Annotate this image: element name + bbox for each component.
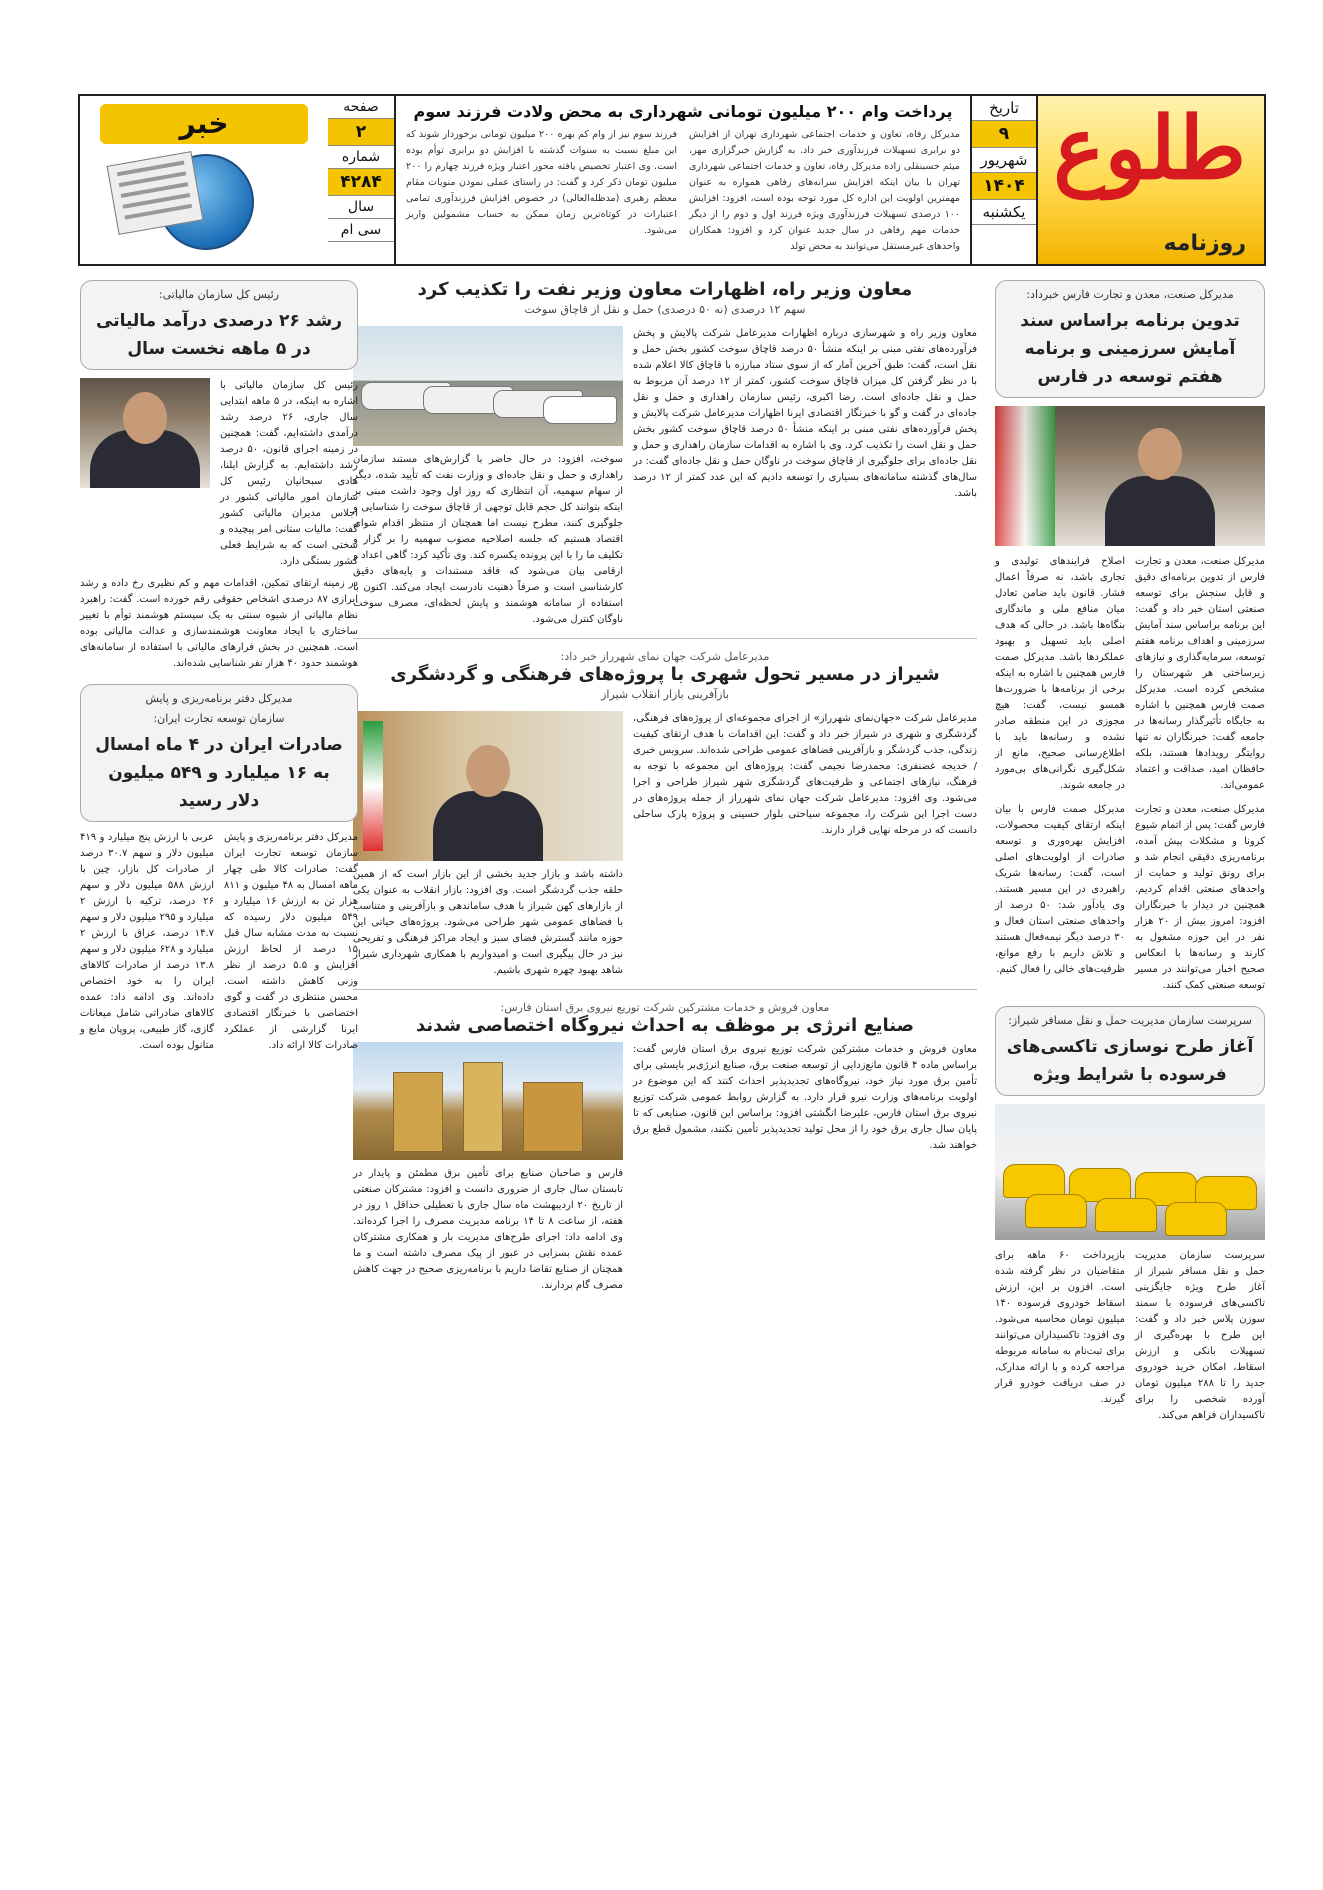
top-article-col2: فرزند سوم نیز از وام کم بهره ۲۰۰ میلیون تومانی برخوردار شوند که این مبلغ نسبت به سنوات گذشته با افزایش دو برابری توأم بوده است. وی اعتبار تخصیص یافته محور اعتبار ویژه فرزند چهارم را ۲۰۰ میلیون تومان ذکر کرد و گفت: در راستای عملی نمودن منویات مقام معظم رهبری (مدظله‌العالی) در خصوص افزایش فرزندآوری تمامی اعتبارات در کوتاه‌ترین زمان ممکن به حساب مشمولین واریز می‌شود. — [406, 129, 677, 236]
power-plant-photo — [353, 1042, 623, 1160]
page-info-box — [326, 96, 396, 264]
official-photo — [995, 406, 1265, 546]
page-number: ۲ — [328, 119, 394, 146]
newspaper-icon — [107, 151, 204, 235]
article-body: داشته باشد و بازار جدید بخشی از این بازار است که از همین حلقه جذب گردشگر است. وی افزود: بازار انقلاب به عنوان یکی از بازارهای کهن شیراز با هدف ساماندهی و بازآفرینی و متناسب با فضاهای عمومی شهر طراحی می‌شود. پروژه‌های حیاتی این حوزه مانند گسترش فضای سبز و ایجاد مراکز فرهنگی و تفریحی نیز در حال پیگیری است و امیدواریم با همکاری شهرداری شیراز شاهد بهبود چهره شهری باشیم. — [353, 869, 623, 976]
volume-number: سی ام — [328, 219, 394, 242]
article-body: فارس و صاحبان صنایع برای تأمین برق مطمئن و پایدار در تابستان سال جاری از ضروری دانست و افزود: مشترکان صنعتی از تاریخ ۲۰ اردیبهشت ماه سال جاری با تعطیلی حداقل ۱ روز در هفته، از ساعت ۸ تا ۱۴ برنامه مدیریت مصرف را اجرا کرده‌اند. وی ادامه داد: اجرای طرح‌های مدیریت بار و همکاری مشترکان عمده نقش بسزایی در عبور از پیک مصرف داشته است و ما همچنان از صنایع تقاضا داریم با برنامه‌ریزی صحیح در جهت کاهش مصرف گام بردارند. — [353, 1168, 624, 1291]
article-kicker: سرپرست سازمان مدیریت حمل و نقل مسافر شیراز: — [1008, 1014, 1252, 1027]
article-kicker: سازمان توسعه تجارت ایران: — [153, 712, 285, 725]
logo-subtitle: روزنامه — [1163, 231, 1246, 256]
article-header — [995, 1006, 1265, 1096]
article-kicker: مدیرعامل شرکت جهان نمای شهرراز خبر داد: — [560, 650, 770, 663]
article-body: مدیرعامل شرکت «جهان‌نمای شهرراز» از اجرای مجموعه‌ای از پروژه‌های فرهنگی، گردشگری و شهری در شیراز خبر داد و گفت: این اقدامات با هدف ارتقای کیفیت زندگی، جذب گردشگر و بازآفرینی فضاهای عمومی طراحی شده‌اند. سرویس خبری / خدیجه غضنفری: محمدرضا نجیمی گفت: پروژه‌های این مجموعه با توجه به فرهنگ، نیازهای اجتماعی و ظرفیت‌های گردشگری شهر شیراز طراحی و اجرا می‌شود. وی افزود: مدیرعامل شرکت جهان نمای شهرراز از جمله پروژه‌های در دست اجرا این شرکت را، مجموعه سیاحتی بلوار حسینی و پروژه پارک ساحلی دانست که در مرحله نهایی قرار دارند. — [633, 713, 977, 836]
article-kicker: معاون فروش و خدمات مشترکین شرکت توزیع نیروی برق استان فارس: — [500, 1001, 830, 1014]
right-column — [995, 280, 1265, 1424]
issue-label: شماره — [328, 146, 394, 169]
article-body: اصلاح فرایندهای تولیدی و تجاری باشد، نه صرفاً اعمال فشار. قانون باید ضامن تعادل میان منافع ملی و ماندگاری بنگاه‌ها باشد. در حالی که هدف اصلی باید تسهیل و بهبود عملکردها باشد. مدیرکل صمت فارس همچنین با اشاره به اینکه برخی از برنامه‌ها با ضرورت‌ها همسو نیست، گفت: هیچ مجوزی در این منطقه صادر نشده و رسانه‌ها باید با اطلاع‌رسانی صحیح، مانع از شکل‌گیری نگرانی‌های بی‌مورد در جامعه شوند. — [995, 556, 1125, 791]
article-body: سوخت، افزود: در حال حاضر با گزارش‌های مستند سازمان راهداری و حمل و نقل جاده‌ای و وزارت نفت که تأیید شده، دیگر از سهام سهمیه، آن انتظاری که روز اول وجود داشت مبنی بر اینکه بتوانند کل حجم قابل توجهی از قاچاق سوخت را شناسایی و جلوگیری کنند، مطرح نیست اما همچنان از منتظر اقدام شوای اقتصاد هستیم که جلسه اصلاحیه مصوب سهمیه را بر گزار و تکلیف ما را با این پرونده یکسره کند. وی تأکید کرد: گاهی اعداد و ارقامی بیان می‌شود که فاقد مستندات و پایه‌های دقیق کارشناسی است و صرفاً ذهنیت نادرست ایجاد می‌کند. اکنون با استفاده از سامانه هوشمند و پایش لحظه‌ای، مصرف سوخت ناوگان کنترل می‌شود. — [353, 454, 623, 625]
article-kicker: مدیرکل دفتر برنامه‌ریزی و پایش — [145, 692, 293, 705]
date-box — [970, 96, 1036, 264]
official-portrait-photo — [80, 378, 210, 488]
article-body: عربی با ارزش پنج میلیارد و ۴۱۹ میلیون دلار و سهم ۳۰.۷ درصد از صادرات کل بازار، چین با ارزش ۵۸۸ میلیون دلار و سهم ۲۶ درصد، ترکیه با ارزش ۲ میلیارد و ۲۹۵ میلیون دلار و سهم ۱۴.۷ درصد، عراق با ارزش ۲ میلیارد و ۶۲۸ میلیون دلار و سهم ۱۳.۸ درصد از صادرات کالاهای ایران را به خود اختصاص داده‌اند. وی ادامه داد: عمده کالاهای صادراتی شامل میعانات گازی، گاز طبیعی، پروپان مایع و متانول بوده است. — [80, 832, 215, 1051]
article-kicker: مدیرکل صنعت، معدن و تجارت فارس خبرداد: — [1026, 288, 1234, 301]
ceo-photo — [353, 711, 623, 861]
issue-number: ۴۲۸۴ — [328, 169, 394, 196]
article-subtitle: بازآفرینی بازار انقلاب شیراز — [601, 688, 729, 701]
article-body: مدیرکل دفتر برنامه‌ریزی و پایش سازمان توسعه تجارت ایران گفت: صادرات کالا طی چهار ماهه امسال به ۴۸ میلیون و ۸۱۱ هزار تن به ارزش ۱۶ میلیارد و ۵۴۹ میلیون دلار رسیده که نسبت به مدت مشابه سال قبل ۱۵ درصد از لحاظ ارزش افزایش و ۵.۵ درصد از نظر وزنی کاهش داشته است. محسن منتظری در گفت و گوی اختصاصی با خبرنگار اقتصادی ایرنا گزارشی از عملکرد صادرات کالا ارائه داد. — [224, 832, 359, 1051]
article-title: صنایع انرژی بر موظف به احداث نیروگاه اختصاصی شدند — [415, 1015, 915, 1036]
section-badge — [80, 96, 328, 264]
section-title: خبر — [100, 104, 308, 144]
article-title: آغاز طرح نوسازی تاکسی‌های فرسوده با شرایط ویژه — [1006, 1037, 1254, 1085]
article-header — [80, 684, 358, 822]
taxi-photo — [995, 1104, 1265, 1240]
date-weekday: یکشنبه — [972, 200, 1036, 225]
top-article-title: پرداخت وام ۲۰۰ میلیون تومانی شهرداری به محض ولادت فرزند سوم — [413, 102, 953, 121]
article-title: تدوین برنامه براساس سند آمایش سرزمینی و برنامه هفتم توسعه در فارس — [1020, 311, 1240, 387]
tanker-trucks-photo — [353, 326, 623, 446]
article-body: در زمینه ارتقای تمکین، اقدامات مهم و کم نظیری رخ داده و رشد ابرازی ۸۷ درصدی اشخاص حقوقی رقم خورده است. گفت: راهبرد نظام مالیاتی از شیوه سنتی به یک سیستم هوشمند توأم با تغییر ساختاری با ایجاد معاونت هوشمندسازی و عدالت مالیاتی بوده است. همچنین در بخش فرارهای مالیاتی با استفاده از سامانه‌های هوشمند حدود ۴۰ هزار نفر شناسایی شده‌اند. — [80, 578, 358, 669]
date-day: ۹ — [972, 121, 1036, 148]
article-title: شیراز در مسیر تحول شهری با پروژه‌های فرهنگی و گردشگری — [390, 664, 940, 685]
volume-label: سال — [328, 196, 394, 219]
article-body: مدیرکل صمت فارس با بیان اینکه ارتقای کیفیت محصولات، افزایش بهره‌وری و توسعه صادرات از اولویت‌های اصلی است، گفت: رسانه‌ها شریک راهبردی در این مسیر هستند. وی یادآور شد: ۵۰ درصد از واحدهای صنعتی استان فعال و ۳۰ درصد دیگر نیمه‌فعال هستند و تلاش داریم با رفع موانع، ظرفیت‌های خالی را فعال کنیم. — [995, 804, 1125, 975]
masthead — [78, 94, 1266, 266]
page-label: صفحه — [328, 96, 394, 119]
article-subtitle: سهم ۱۲ درصدی (نه ۵۰ درصدی) حمل و نقل از قاچاق سوخت — [524, 303, 806, 316]
top-article-col1: مدیرکل رفاه، تعاون و خدمات اجتماعی شهرداری تهران از افزایش دو برابری تسهیلات فرزندآوری خبر داد. به گزارش خبرگزاری مهر، میثم حسینقلی زاده مدیرکل رفاه، تعاون و خدمات اجتماعی شهرداری تهران با بیان اینکه افزایش سرانه‌های رفاهی همواره به عنوان مهمترین اولویت این اداره کل مورد توجه بوده است، افزود: افزایش ۱۰۰ درصدی تسهیلات فرزندآوری ویژه فرزند اول و دوم را از دیگر خدمات مهم رفاهی در سال جدید عنوان کرد و افزود: همکاران واحدهای غیرمستقل می‌توانند به محض تولد — [689, 129, 960, 252]
date-label: تاریخ — [972, 96, 1036, 121]
newspaper-logo — [1036, 96, 1264, 264]
top-article — [396, 96, 970, 264]
article-body: معاون وزیر راه و شهرسازی درباره اظهارات مدیرعامل شرکت پالایش و پخش فرآورده‌های نفتی مبنی بر اینکه منشأ ۵۰ درصد قاچاق سوخت کشور بخش حمل و نقل است، گفت: طبق آخرین آمار که از سوی ستاد مبارزه با قاچاق کالا اعلام شده با در نظر گرفتن کل میزان قاچاق سوخت کشور، کمتر از ۱۲ درصد آن مربوط به حمل و نقل جاده‌ای است. رضا اکبری، رئیس سازمان راهداری و حمل و نقل جاده‌ای در گفت و گو با خبرنگار اقتصادی ایرنا اظهارات مدیرعامل شرکت پالایش و پخش فرآورده‌های نفتی مبنی بر اینکه منشأ ۵۰ درصد قاچاق سوخت کشور بخش حمل و نقل است را تکذیب کرد. وی با اشاره به اقدامات سازمان راهداری و حمل و نقل جاده‌ای برای جلوگیری از قاچاق سوخت در ناوگان حمل و نقل جاده‌ای گفت: در سال‌های گذشته سامانه‌های بسیاری را توسعه دادیم که این عدد کمتر از ۱۲ درصد باشد. — [633, 328, 977, 499]
middle-column — [353, 280, 977, 1294]
left-column — [80, 280, 358, 1054]
article-title: صادرات ایران در ۴ ماه امسال به ۱۶ میلیارد و ۵۴۹ میلیون دلار رسید — [95, 735, 343, 811]
article-body: سرپرست سازمان مدیریت حمل و نقل مسافر شیراز از آغاز طرح ویژه جایگزینی تاکسی‌های فرسوده با سمند سوزن پلاس خبر داد و گفت: این طرح با بهره‌گیری از تسهیلات بانکی و ارزش اسقاط، امکان خرید خودروی جدید را تا ۲۸۸ میلیون تومان آورده شخصی را برای تاکسیداران فراهم می‌کند. — [1135, 1250, 1266, 1421]
article-body: معاون فروش و خدمات مشترکین شرکت توزیع نیروی برق استان فارس گفت: براساس ماده ۴ قانون مانع‌زدایی از توسعه صنعت برق، صنایع انرژی‌بر بایستی برای تأمین برق مورد نیاز خود، نیروگاه‌های تجدیدپذیر احداث کنند که این موضوع در اولویت برنامه‌های وزارت نیرو قرار دارد. به گزارش روابط عمومی شرکت توزیع نیروی برق استان فارس، علیرضا انگشتی افزود: براساس این قانون، صنایعی که تا پایان سال جاری برق خود را از محل تولید تجدیدپذیر تأمین نکنند، مشمول قطع برق خواهند شد. — [633, 1044, 977, 1151]
date-year: ۱۴۰۴ — [972, 173, 1036, 200]
article-title: معاون وزیر راه، اظهارات معاون وزیر نفت را تکذیب کرد — [417, 279, 913, 300]
date-month: شهریور — [972, 148, 1036, 173]
logo-wordmark: طلوع — [1053, 98, 1246, 199]
article-header — [995, 280, 1265, 398]
article-header — [80, 280, 358, 370]
article-body: بازپرداخت ۶۰ ماهه برای متقاضیان در نظر گرفته شده است. افزون بر این، ارزش اسقاط خودروی فرسوده ۱۴۰ میلیون تومان محاسبه می‌شود. وی افزود: تاکسیداران می‌توانند برای ثبت‌نام به سامانه مربوطه مراجعه کرده و با ارائه مدارک، در صف دریافت خودرو قرار گیرند. — [995, 1250, 1125, 1405]
article-kicker: رئیس کل سازمان مالیاتی: — [158, 288, 280, 301]
article-body: مدیرکل صنعت، معدن و تجارت فارس گفت: پس از اتمام شیوع کرونا و مشکلات پیش آمده، برنامه‌ریزی دقیقی انجام شد و برای رونق تولید و حمایت از واحدهای صنعتی اقدام کردیم. همچنین در دیدار با خبرنگاران افزود: امروز بیش از ۲۰ هزار نفر در این حوزه مشغول به کارند و رسانه‌ها با انعکاس صحیح اخبار می‌توانند در مسیر توسعه صنعتی کمک کنند. — [1134, 804, 1265, 991]
article-body: مدیرکل صنعت، معدن و تجارت فارس از تدوین برنامه‌ای دقیق و قابل سنجش برای توسعه صنعتی استان خبر داد و گفت: این برنامه براساس سند آمایش سرزمینی و اهداف برنامه هفتم توسعه، سرمایه‌گذاری و نیازهای زیرساختی هر شهرستان را مشخص کرده است. مدیرکل صمت فارس همچنین با اشاره به جایگاه تأثیرگذار رسانه‌ها در جامعه گفت: خبرنگاران نه تنها روایتگر رویدادها هستند، بلکه حافظان امید، صداقت و اعتماد عمومی‌اند. — [1135, 556, 1265, 791]
article-title: رشد ۲۶ درصدی درآمد مالیاتی در ۵ ماهه نخست سال — [96, 311, 342, 359]
article-body: رئیس کل سازمان مالیاتی با اشاره به اینکه، در ۵ ماهه ابتدایی سال جاری، ۲۶ درصد رشد درآمدی داشته‌ایم، گفت: همچنین در زمینه اجرای قانون، ۵۰ درصد رشد داشته‌ایم. به گزارش ایلنا، هادی سبحانیان رئیس کل سازمان امور مالیاتی کشور در اجلاس مدیران مالیاتی کشور گفت: مالیات ستانی امر پیچیده و سختی است که به شرایط فعلی کشور بستگی دارد. — [220, 380, 359, 567]
